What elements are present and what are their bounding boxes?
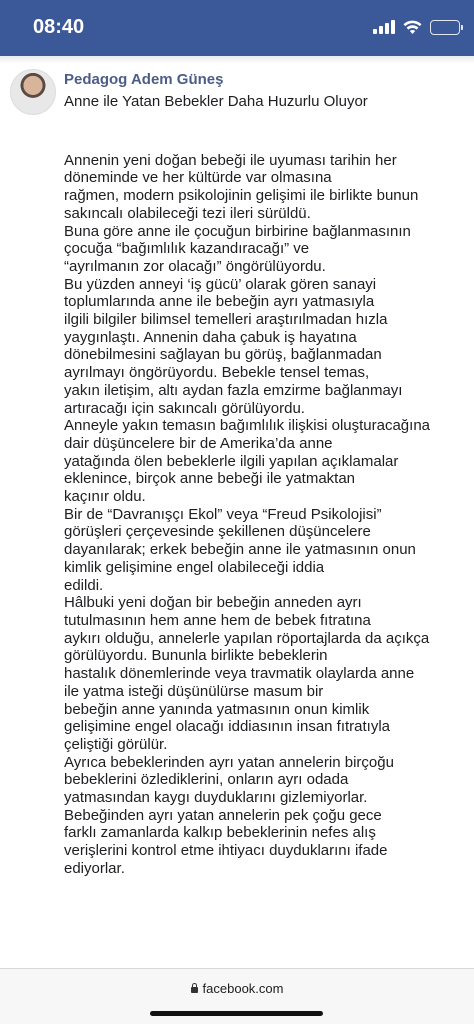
post-text-line: Buna göre anne ile çocuğun birbirine bağlanmasının xyxy=(64,222,411,240)
post-text-line: ediyorlar. xyxy=(64,859,125,877)
home-indicator[interactable] xyxy=(150,1011,323,1016)
post-text-line: hastalık dönemlerinde veya travmatik olaylarda anne xyxy=(64,665,415,683)
post-text-line: gelişimine engel olacağı iddiasının insan fıtratıyla xyxy=(64,718,391,736)
post-text-line: eklenince, birçok anne bebeği ile yatmaktan xyxy=(64,470,356,488)
wifi-icon xyxy=(403,20,422,35)
status-bar xyxy=(0,0,474,56)
post-text-line: edildi. xyxy=(64,576,104,594)
post-text-line: yakın iletişim, altı aydan fazla emzirme bağlanmayı xyxy=(64,381,403,399)
post-text-line: Bebeğinden ayrı yatan annelerin pek çoğu gece xyxy=(64,806,382,824)
author-name[interactable]: Pedagog Adem Güneş xyxy=(64,71,224,88)
post-text-line: sakıncalı olabileceği tezi ileri sürüldü. xyxy=(64,204,311,222)
post-text-line: tutulmasının hem anne hem de bebek fıtratına xyxy=(64,611,371,629)
post-text-line: farklı zamanlarda kalkıp bebeklerinin nefes alış xyxy=(64,824,376,842)
post-text-line: bebeğin anne yanında yatmasının onun kimlik xyxy=(64,700,370,718)
post-text-line: görüşleri çerçevesinde şekillenen düşüncelere xyxy=(64,523,371,541)
post-body xyxy=(64,134,470,878)
post-text-line: bebeklerini özlediklerini, onların ayrı odada xyxy=(64,771,349,789)
post-text-line: çocuğa “bağımlılık kazandıracağı” ve xyxy=(64,240,310,258)
avatar[interactable] xyxy=(10,69,56,115)
post-text-line: çeliştiği görülür. xyxy=(64,735,168,753)
post-text-line: artıracağı için sakıncalı görülüyordu. xyxy=(64,399,305,417)
post-text-line: yaygınlaştı. Annenin daha çabuk iş hayatına xyxy=(64,328,357,346)
post-text-line: ayrılmayı öngörüyordu. Bebekle tensel temas, xyxy=(64,364,370,382)
post-text-line: görülüyordu. Bununla birlikte bebeklerin xyxy=(64,647,328,665)
sheet-edge xyxy=(0,56,474,64)
post-text-line: ile yatma isteği düşünülürse masum bir xyxy=(64,682,324,700)
post-text-line: Anneyle yakın temasın bağımlılık ilişkisi oluşturacağına xyxy=(64,417,431,435)
post-text-line: aykırı olduğu, annelerle yapılan röportajlarda da açıkça xyxy=(64,629,430,647)
post-text-line: ilgili bilgiler bilimsel temelleri araştırılmadan hızla xyxy=(64,311,388,329)
status-time: 08:40 xyxy=(33,16,85,38)
address-bar[interactable] xyxy=(0,981,474,996)
post-sheet xyxy=(0,56,474,968)
url-text: facebook.com xyxy=(202,981,284,996)
post-text-line: Bu yüzden anneyi ‘iş gücü’ olarak gören sanayi xyxy=(64,275,377,293)
post-text-line: “ayrılmanın zor olacağı” öngörülüyordu. xyxy=(64,257,326,275)
post-text-line: rağmen, modern psikolojinin gelişimi ile birlikte bunun xyxy=(64,187,419,205)
post-header xyxy=(10,69,464,119)
post-text-line: Ayrıca bebeklerinden ayrı yatan annelerin birçoğu xyxy=(64,753,394,771)
post-text-line: döneminde ve her kültürde var olmasına xyxy=(64,169,332,187)
status-icons xyxy=(373,17,460,37)
lock-icon xyxy=(191,987,198,993)
post-text-line: kimlik gelişimine engel olabileceği iddia xyxy=(64,558,325,576)
post-text-line: kaçınır oldu. xyxy=(64,488,146,506)
post-text-line: Hâlbuki yeni doğan bir bebeğin anneden ayrı xyxy=(64,594,362,612)
browser-bottom-bar xyxy=(0,968,474,1024)
post-text-line: Bir de “Davranışçı Ekol” veya “Freud Psikolojisi” xyxy=(64,505,382,523)
post-text-line: dair düşüncelere bir de Amerika’da anne xyxy=(64,434,333,452)
post-title: Anne ile Yatan Bebekler Daha Huzurlu Oluyor xyxy=(64,93,368,110)
signal-icon xyxy=(373,20,395,34)
post-text-line: Annenin yeni doğan bebeği ile uyuması tarihin her xyxy=(64,151,397,169)
post-text-line: verişlerini kontrol etme ihtiyacı duyduklarını ifade xyxy=(64,842,388,860)
post-text-line xyxy=(64,134,470,152)
post-text-line: dönebilmesini sağlayan bu görüş, bağlanmadan xyxy=(64,346,382,364)
battery-icon xyxy=(430,20,460,35)
post-text-line: yatağında ölen bebeklerle ilgili yapılan açıklamalar xyxy=(64,452,399,470)
post-text-line: yatmasından kaygı duyduklarını gizlemiyorlar. xyxy=(64,789,368,807)
post-text-line: dayanılarak; erkek bebeğin anne ile yatmasının onun xyxy=(64,541,416,559)
post-text-line: toplumlarında anne ile bebeğin ayrı yatmasıyla xyxy=(64,293,375,311)
